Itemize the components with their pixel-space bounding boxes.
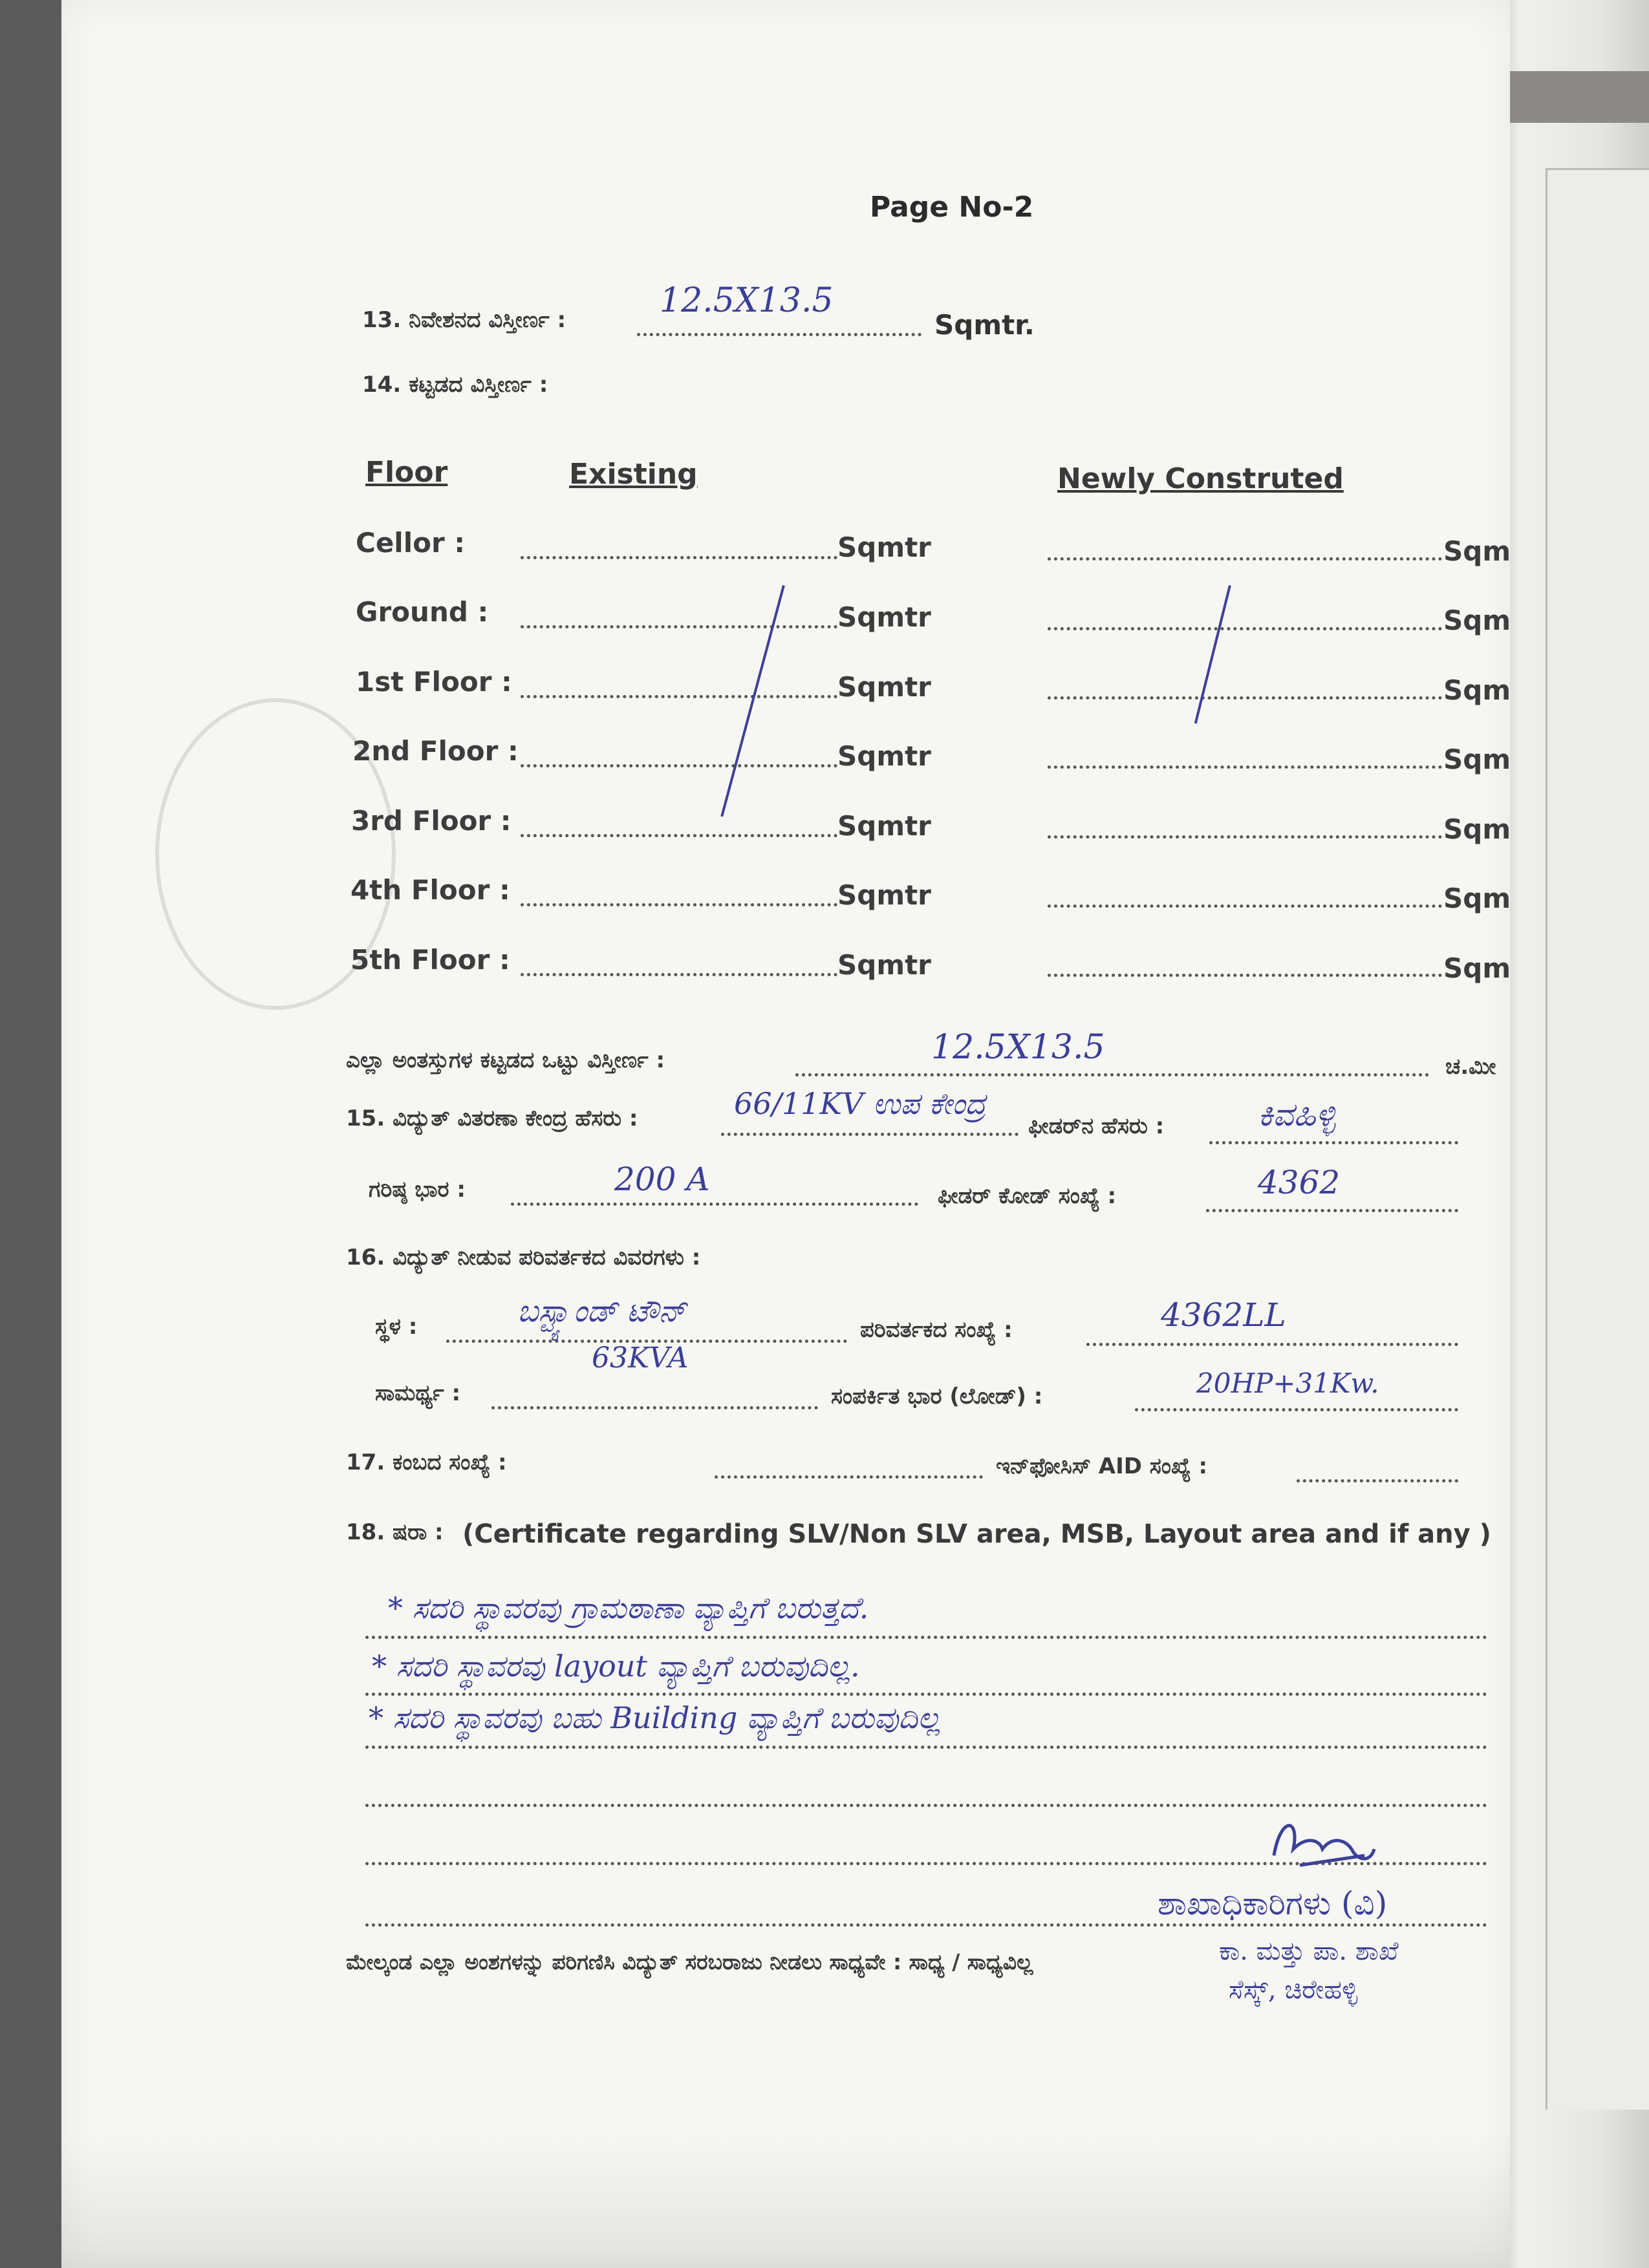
floor-label: 1st Floor : xyxy=(356,666,512,698)
item16-capacity-label: ಸಾಮರ್ಥ್ಯ : xyxy=(375,1380,461,1406)
existing-unit: Sqmtr xyxy=(837,810,931,842)
existing-dotline xyxy=(521,764,837,767)
existing-unit: Sqmtr xyxy=(837,531,931,563)
existing-unit: Sqmtr xyxy=(837,601,931,633)
binder-band xyxy=(1507,71,1649,123)
total-area-value: 12.5X13.5 xyxy=(931,1028,1105,1067)
existing-unit: Sqmtr xyxy=(837,949,931,981)
item15-station-dotline xyxy=(721,1133,1018,1136)
item14-label: 14. ಕಟ್ಟಡದ ವಿಸ್ತೀರ್ಣ : xyxy=(362,372,548,398)
item15-feeder-dotline xyxy=(1209,1141,1458,1144)
item15-feedercode-dotline xyxy=(1206,1209,1458,1212)
item13-value: 12.5X13.5 xyxy=(660,281,834,320)
new-unit: Sqm xyxy=(1443,674,1511,706)
remark-line: * ಸದರಿ ಸ್ಥಾವರವು layout ವ್ಯಾಪ್ತಿಗೆ ಬರುವುದಿಲ್ಲ. xyxy=(372,1649,860,1684)
new-dotline xyxy=(1048,904,1442,908)
floor-label: Ground : xyxy=(356,596,489,628)
header-existing: Existing xyxy=(569,458,698,491)
remark-dotline xyxy=(365,1804,1487,1807)
floor-label: 4th Floor : xyxy=(350,874,510,906)
page-title: Page No-2 xyxy=(870,191,1034,224)
stamp-line-1: ಕಾ. ಮತ್ತು ಪಾ. ಶಾಖೆ xyxy=(1219,1936,1399,1966)
item16-label: 16. ವಿದ್ಯುತ್ ನೀಡುವ ಪರಿವರ್ತಕದ ವಿವರಗಳು : xyxy=(346,1245,701,1270)
item15-station-value: 66/11KV ಉಪ ಕೇಂದ್ರ xyxy=(734,1086,986,1121)
item17-label: 17. ಕಂಬದ ಸಂಖ್ಯೆ : xyxy=(346,1450,507,1475)
total-area-label: ಎಲ್ಲಾ ಅಂತಸ್ತುಗಳ ಕಟ್ಟಡದ ಒಟ್ಟು ವಿಸ್ತೀರ್ಣ : xyxy=(346,1047,665,1073)
floor-label: Cellor : xyxy=(356,527,466,559)
new-unit: Sqm xyxy=(1443,883,1511,914)
item15-maxload-value: 200 A xyxy=(614,1161,710,1198)
item17-aid-dotline xyxy=(1297,1479,1458,1482)
header-newly-constructed: Newly Construted xyxy=(1057,462,1344,495)
item16-place-value: ಬಸ್ಟ್ಯಾಂಡ್ ಟೌನ್ xyxy=(517,1293,687,1329)
item13-dotline xyxy=(637,333,921,336)
remark-line: * ಸದರಿ ಸ್ಥಾವರವು ಬಹು Building ವ್ಯಾಪ್ತಿಗೆ ಬರುವುದಿಲ್ಲ xyxy=(369,1700,941,1735)
item17-aid-label: ಇನ್‌ಫೋಸಿಸ್ AID ಸಂಖ್ಯೆ : xyxy=(996,1453,1208,1479)
adjacent-page xyxy=(1546,168,1649,2110)
new-unit: Sqm xyxy=(1443,744,1511,775)
item15-maxload-dotline xyxy=(511,1203,918,1206)
footer-feasibility: ಮೇಲ್ಕಂಡ ಎಲ್ಲಾ ಅಂಶಗಳನ್ನು ಪರಿಗಣಿಸಿ ವಿದ್ಯುತ್ ಸರಬರಾಜು ನೀಡಲು ಸಾಧ್ಯವೇ : ಸಾಧ್ಯ / ಸಾಧ್ಯವಿಲ್ಲ xyxy=(346,1949,1033,1974)
new-dotline xyxy=(1048,627,1442,630)
existing-dotline xyxy=(521,903,837,906)
new-unit: Sqm xyxy=(1443,535,1511,567)
remark-dotline xyxy=(365,1923,1487,1927)
remark-dotline xyxy=(365,1746,1487,1749)
item16-tcno-label: ಪರಿವರ್ತಕದ ಸಂಖ್ಯೆ : xyxy=(860,1317,1013,1343)
new-unit: Sqm xyxy=(1443,952,1511,984)
total-area-dotline xyxy=(795,1073,1429,1076)
signature-designation: ಶಾಖಾಧಿಕಾರಿಗಳು (ವಿ) xyxy=(1158,1885,1388,1922)
new-dotline xyxy=(1048,835,1442,839)
total-area-unit: ಚ.ಮೀ xyxy=(1445,1054,1496,1080)
existing-dotline xyxy=(521,695,837,698)
item13-unit: Sqmtr. xyxy=(934,309,1035,341)
new-unit: Sqm xyxy=(1443,604,1511,636)
item16-tcno-dotline xyxy=(1086,1343,1458,1346)
adjacent-page-edge xyxy=(1507,0,1649,2268)
item18-label: 18. ಷರಾ : xyxy=(346,1519,444,1545)
item15-maxload-label: ಗರಿಷ್ಠ ಭಾರ : xyxy=(369,1177,466,1203)
item16-connload-value: 20HP+31Kw. xyxy=(1196,1367,1379,1399)
item16-place-label: ಸ್ಥಳ : xyxy=(375,1314,418,1340)
existing-unit: Sqmtr xyxy=(837,671,931,703)
item15-station-label: 15. ವಿದ್ಯುತ್ ವಿತರಣಾ ಕೇಂದ್ರ ಹೆಸರು : xyxy=(346,1106,638,1131)
officer-signature xyxy=(1261,1810,1390,1881)
new-dotline xyxy=(1048,557,1442,561)
remark-dotline xyxy=(365,1693,1487,1696)
existing-dotline xyxy=(521,625,837,628)
item15-feeder-label: ಫೀಡರ್‌ನ ಹೆಸರು : xyxy=(1028,1113,1165,1139)
existing-unit: Sqmtr xyxy=(837,879,931,911)
header-floor: Floor xyxy=(365,456,448,489)
item17-dotline xyxy=(715,1475,983,1479)
floor-label: 2nd Floor : xyxy=(352,735,519,767)
item18-note: (Certificate regarding SLV/Non SLV area, MSB, Layout area and if any ) xyxy=(462,1519,1491,1549)
item15-feedercode-value: 4362 xyxy=(1258,1164,1341,1201)
page-shadow xyxy=(61,2134,1510,2268)
floor-label: 5th Floor : xyxy=(350,944,510,976)
floor-label: 3rd Floor : xyxy=(351,805,512,837)
existing-unit: Sqmtr xyxy=(837,740,931,772)
item13-label: 13. ನಿವೇಶನದ ವಿಸ್ತೀರ್ಣ : xyxy=(362,307,566,333)
item15-feedercode-label: ಫೀಡರ್ ಕೋಡ್ ಸಂಖ್ಯೆ : xyxy=(938,1183,1117,1209)
existing-dotline xyxy=(521,973,837,976)
remark-line: * ಸದರಿ ಸ್ಥಾವರವು ಗ್ರಾಮಠಾಣಾ ವ್ಯಾಪ್ತಿಗೆ ಬರುತ್ತದೆ. xyxy=(388,1590,869,1625)
new-dotline xyxy=(1048,696,1442,700)
item16-capacity-value: 63KVA xyxy=(592,1342,689,1375)
existing-dotline xyxy=(521,834,837,837)
item16-tcno-value: 4362LL xyxy=(1161,1296,1286,1334)
new-unit: Sqm xyxy=(1443,813,1511,845)
new-dotline xyxy=(1048,974,1442,977)
item16-capacity-dotline xyxy=(491,1406,818,1409)
new-dotline xyxy=(1048,765,1442,769)
item16-connload-label: ಸಂಪರ್ಕಿತ ಭಾರ (ಲೋಡ್) : xyxy=(831,1384,1043,1409)
existing-dotline xyxy=(521,556,837,559)
item15-feeder-value: ಕಿವಹಿಳ್ಳಿ xyxy=(1258,1096,1336,1133)
remark-dotline xyxy=(365,1636,1487,1639)
item16-connload-dotline xyxy=(1135,1408,1458,1411)
stamp-line-2: ಸೆಸ್ಕ್, ಚಿರೇಹಳ್ಳಿ xyxy=(1229,1975,1358,2005)
